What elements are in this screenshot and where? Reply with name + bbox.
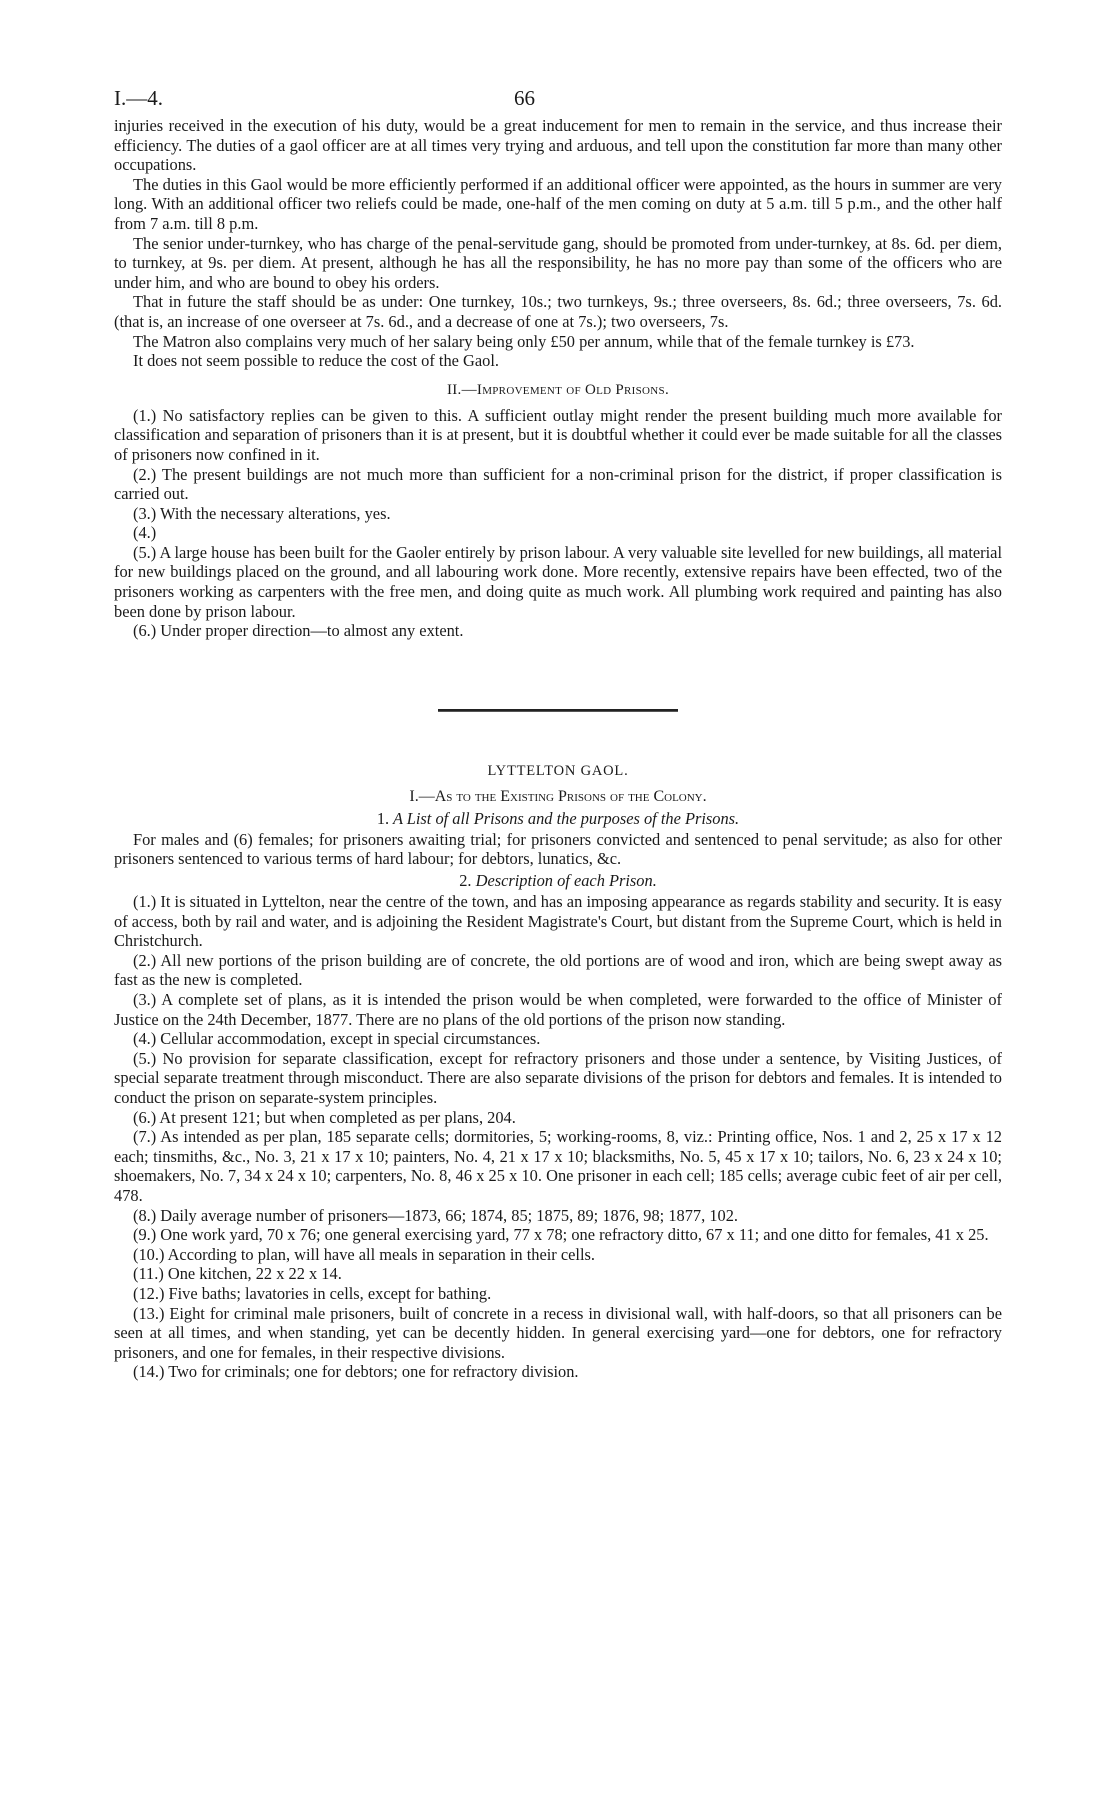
gaol-title: LYTTELTON GAOL. <box>487 762 629 779</box>
list-item: (11.) One kitchen, 22 x 22 x 14. <box>133 1264 342 1284</box>
section-description <box>114 892 1002 1382</box>
list-item: (4.) Cellular accommodation, except in special circumstances. <box>133 1029 541 1049</box>
list-item: (4.) <box>133 523 157 543</box>
list-item: (5.) No provision for separate classification, except for refractory prisoners and those under a sentence, by Visiting Justices, of special separate treatment through misconduct. There are also separate divisions of the prison for debtors and females. It is intended to conduct the prison on separate-system principles. <box>114 1048 1002 1107</box>
list-item: (12.) Five baths; lavatories in cells, except for bathing. <box>133 1283 492 1303</box>
subheading-title: Description of each Prison. <box>475 871 657 891</box>
list-item: (7.) As intended as per plan, 185 separate cells; dormitories, 5; working-rooms, 8, viz.: Printing office, Nos. 1 and 2, 25 x 17 x 12 each; tinsmiths, &c., No. 3, 21 x 17 x 10; painters, No. 4, 21 x 17 x 10; blacksmiths, No. 5, 45 x 17 x 10; tailors, No. 6, 23 x 24 x 10; shoemakers, No. 7, 34 x 24 x 10; carpenters, No. 8, 46 x 25 x 10. One prisoner in each cell; 185 cells; average cubic feet of air per cell, 478. <box>114 1127 1002 1205</box>
page-header <box>114 86 1002 116</box>
list-item: (3.) With the necessary alterations, yes. <box>133 503 391 523</box>
section-improvement <box>114 406 1002 641</box>
subheading-number: 1. <box>376 808 390 828</box>
section-divider <box>114 699 1002 717</box>
section-heading-existing-prisons: I.—As to the Existing Prisons of the Colony. <box>409 787 707 805</box>
section-staff-report <box>114 116 1002 371</box>
list-item: (6.) Under proper direction—to almost any extent. <box>133 621 464 641</box>
paragraph: injuries received in the execution of his duty, would be a great inducement for men to remain in the service, and thus increase their efficiency. The duties of a gaol officer are at all times very trying and arduous, and tell upon the constitution far more than many other occupations. <box>114 116 1002 175</box>
page-number: 66 <box>514 86 535 110</box>
paragraph: For males and (6) females; for prisoners awaiting trial; for prisoners convicted and sentenced to penal servitude; as also for other prisoners sentenced to various terms of hard labour; for debtors, lunatics, &c. <box>114 829 1002 869</box>
list-item: (10.) According to plan, will have all meals in separation in their cells. <box>133 1244 595 1264</box>
section-heading-improvement: II.—Improvement of Old Prisons. <box>446 381 670 398</box>
list-item: (2.) All new portions of the prison building are of concrete, the old portions are of wood and iron, which are being swept away as fast as the new is completed. <box>114 950 1002 990</box>
subheading-number: 2. <box>459 871 472 891</box>
list-item: (2.) The present buildings are not much more than sufficient for a non-criminal prison for the district, if proper classification is carried out. <box>114 464 1002 504</box>
paragraph: The senior under-turnkey, who has charge of the penal-servitude gang, should be promoted from under-turnkey, at 8s. 6d. per diem, to turnkey, at 9s. per diem. At present, although he has all the responsibility, he has no more pay than some of the officers who are under him, and who are bound to obey his orders. <box>114 233 1002 292</box>
paragraph: It does not seem possible to reduce the cost of the Gaol. <box>133 351 499 371</box>
list-item: (5.) A large house has been built for the Gaoler entirely by prison labour. A very valuable site levelled for new buildings, all material for new buildings placed on the ground, and all labouring work done. More recently, extensive repairs have been effected, two of the prisoners working as carpenters with the free men, and doing quite as much work. All plumbing work required and painting has also been done by prison labour. <box>114 542 1002 621</box>
list-item: (13.) Eight for criminal male prisoners, built of concrete in a recess in divisional wall, with half-doors, so that all prisoners can be seen at all times, and when standing, yet can be decently hidden. In general exercising yard—one for debtors, one for refractory prisoners, and one for females, in their respective divisions. <box>114 1303 1002 1362</box>
subheading-list-of-prisons <box>114 809 1002 829</box>
divider-rule <box>438 709 678 712</box>
document-reference: I.—4. <box>114 86 163 110</box>
subheading-description <box>114 871 1002 891</box>
list-item: (6.) At present 121; but when completed as per plans, 204. <box>133 1107 516 1127</box>
list-item: (3.) A complete set of plans, as it is intended the prison would be when completed, were forwarded to the office of Minister of Justice on the 24th December, 1877. There are no plans of the old portions of the prison now standing. <box>114 990 1002 1029</box>
list-item: (1.) No satisfactory replies can be given to this. A sufficient outlay might render the present building much more available for classification and separation of prisoners than it is at present, but it is doubtful whether it could ever be made suitable for all the classes of prisoners now confined in it. <box>114 405 1002 464</box>
list-item: (1.) It is situated in Lyttelton, near the centre of the town, and has an imposing appearance as regards stability and security. It is easy of access, both by rail and water, and is adjoining the Resident Magistrate's Court, but distant from the Supreme Court, which is held in Christchurch. <box>114 892 1002 951</box>
list-item: (8.) Daily average number of prisoners—1873, 66; 1874, 85; 1875, 89; 1876, 98; 1877, 102. <box>133 1205 738 1225</box>
paragraph: That in future the staff should be as under: One turnkey, 10s.; two turnkeys, 9s.; three overseers, 8s. 6d.; three overseers, 7s. 6d. (that is, an increase of one overseer at 7s. 6d., and a decrease of one at 7s.); two overseers, 7s. <box>114 292 1002 331</box>
paragraph: The Matron also complains very much of her salary being only £50 per annum, while that of the female turnkey is £73. <box>133 331 915 351</box>
subheading-title: A List of all Prisons and the purposes of the Prisons. <box>392 808 740 828</box>
paragraph: The duties in this Gaol would be more efficiently performed if an additional officer were appointed, as the hours in summer are very long. With an additional officer two reliefs could be made, one-half of the men coming on duty at 5 a.m. till 5 p.m., and the other half from 7 a.m. till 8 p.m. <box>114 174 1002 233</box>
list-item: (9.) One work yard, 70 x 76; one general exercising yard, 77 x 78; one refractory ditto, 67 x 11; and one ditto for females, 41 x 25. <box>133 1225 989 1245</box>
list-item: (14.) Two for criminals; one for debtors; one for refractory division. <box>133 1362 579 1382</box>
document-page <box>114 86 1002 1382</box>
